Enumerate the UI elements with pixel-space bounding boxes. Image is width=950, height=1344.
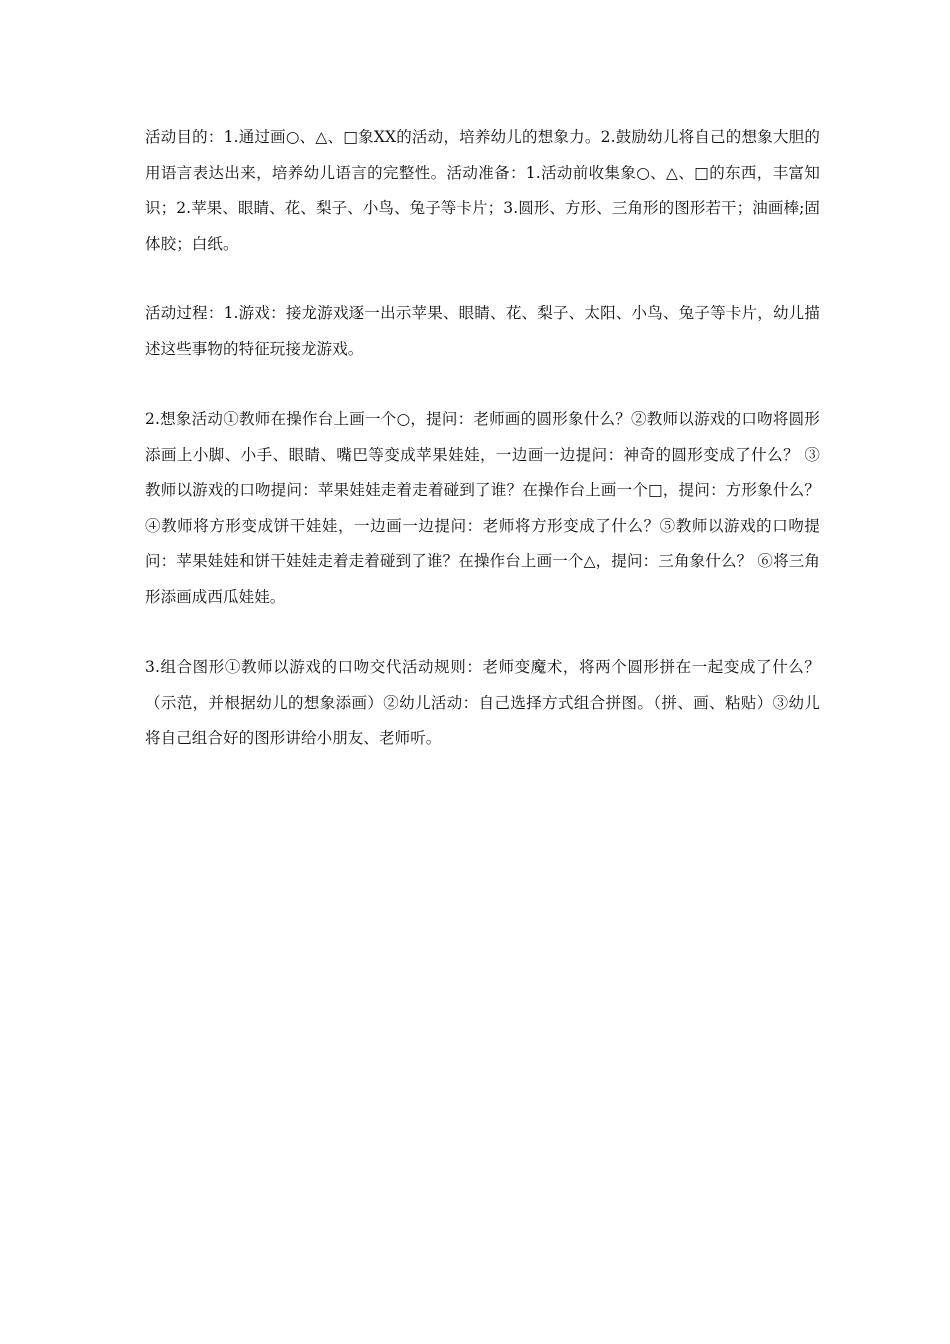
paragraph-activity-goals: 活动目的：1.通过画○、△、□象XX的活动，培养幼儿的想象力。2.鼓励幼儿将自己的想象大胆的用语言表达出来，培养幼儿语言的完整性。活动准备：1.活动前收集象○、△、□的东西，丰富知识；2.苹果、眼睛、花、梨子、小鸟、兔子等卡片；3.圆形、方形、三角形的图形若干；油画棒;固体胶；白纸。 [145,128,820,253]
paragraph-activity-process: 活动过程：1.游戏：接龙游戏逐一出示苹果、眼睛、花、梨子、太阳、小鸟、兔子等卡片，幼儿描述这些事物的特征玩接龙游戏。 [145,304,820,358]
paragraph-imagination-activity: 2.想象活动①教师在操作台上画一个○，提问：老师画的圆形象什么？②教师以游戏的口吻将圆形添画上小脚、小手、眼睛、嘴巴等变成苹果娃娃，一边画一边提问：神奇的圆形变成了什么？ ③教师以游戏的口吻提问：苹果娃娃走着走着碰到了谁？在操作台上画一个□，提问：方形象什么？④教师将方形变成饼干娃娃，一边画一边提问：老师将方形变成了什么？⑤教师以游戏的口吻提问：苹果娃娃和饼干娃娃走着走着碰到了谁？在操作台上画一个△，提问：三角象什么？ ⑥将三角形添画成西瓜娃娃。 [145,410,820,606]
paragraph-combined-shapes: 3.组合图形①教师以游戏的口吻交代活动规则：老师变魔术，将两个圆形拼在一起变成了什么？（示范，并根据幼儿的想象添画）②幼儿活动：自己选择方式组合拼图。（拼、画、粘贴）③幼儿将自己组合好的图形讲给小朋友、老师听。 [145,658,820,747]
document-body [145,120,820,757]
